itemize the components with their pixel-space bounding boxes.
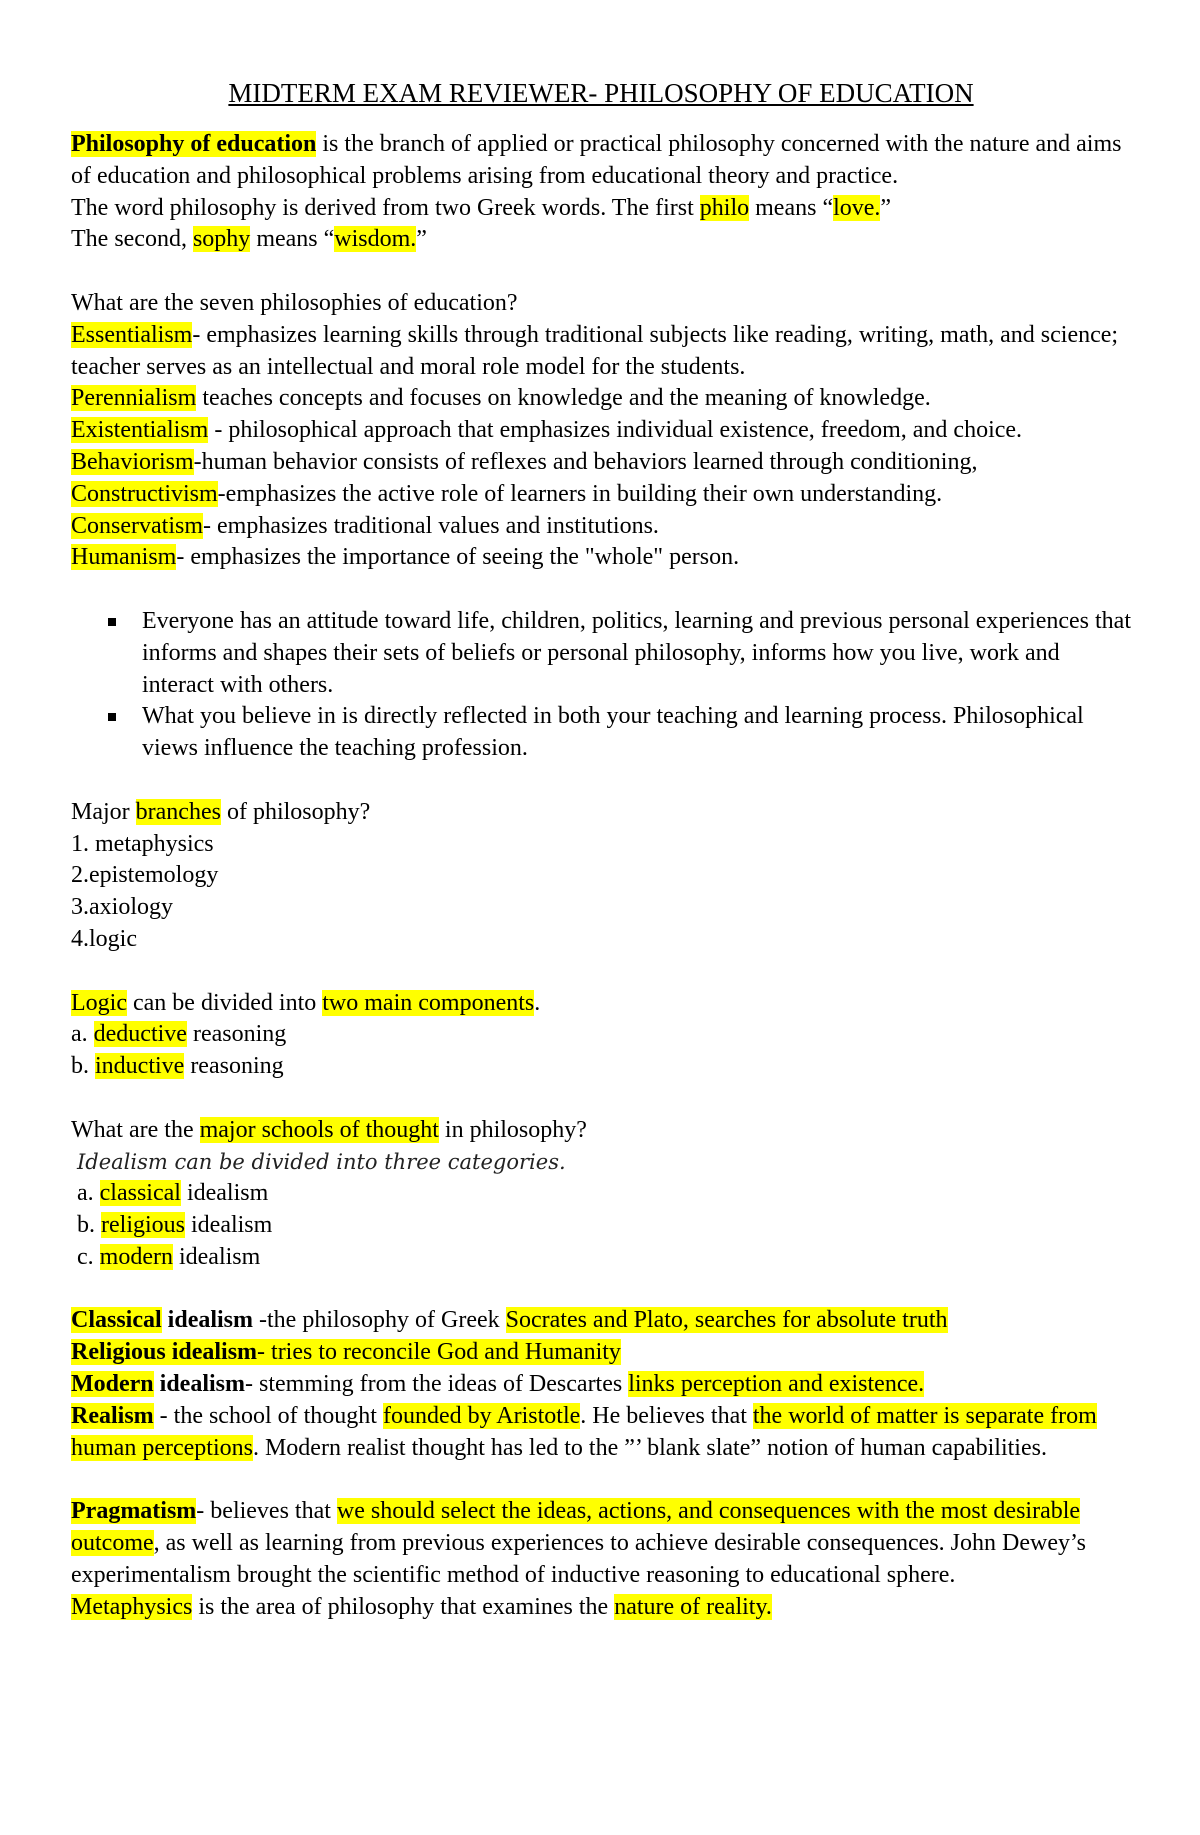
idealism-item: a. classical idealism: [77, 1180, 269, 1207]
idealism-item: b. religious idealism: [77, 1212, 273, 1239]
etymology-line-2: The second, sophy means “wisdom.”: [71, 226, 427, 253]
branch-item: 2.epistemology: [71, 862, 219, 889]
realism-def: Realism - the school of thought founded by Aristotle. He believes that the world of matter is separate from human perceptions. Modern realist thought has led to the ”’ blank slate” notion of human capabilities.: [71, 1402, 1097, 1461]
branch-item: 3.axiology: [71, 894, 173, 921]
spacer: [71, 1083, 1131, 1115]
philosophy-item: Conservatism- emphasizes traditional values and institutions.: [71, 512, 659, 539]
schools-question: What are the major schools of thought in philosophy?: [71, 1116, 587, 1143]
intro-paragraph: Philosophy of education is the branch of applied or practical philosophy concerned with the nature and aims of education and philosophical problems arising from educational theory and practice.: [71, 131, 1122, 189]
philosophy-item: Constructivism-emphasizes the active role of learners in building their own understanding.: [71, 480, 943, 507]
highlight-sophy: sophy: [192, 226, 251, 253]
branch-item: 1. metaphysics: [71, 830, 214, 857]
philosophy-item: Perennialism teaches concepts and focuses on knowledge and the meaning of knowledge.: [71, 385, 931, 412]
philosophy-item: Behaviorism-human behavior consists of reflexes and behaviors learned through conditioning,: [71, 448, 978, 475]
logic-item: a. deductive reasoning: [71, 1021, 287, 1048]
branches-question: Major branches of philosophy?: [71, 798, 371, 825]
document-body: [71, 76, 1131, 1623]
spacer: [71, 956, 1131, 988]
logic-item: b. inductive reasoning: [71, 1053, 284, 1080]
philosophy-item: Existentialism - philosophical approach that emphasizes individual existence, freedom, and choice.: [71, 417, 1023, 444]
page-title: MIDTERM EXAM REVIEWER- PHILOSOPHY OF EDUCATION: [228, 78, 974, 108]
spacer: [71, 1274, 1131, 1306]
spacer: [71, 256, 1131, 288]
spacer: [71, 1464, 1131, 1496]
branch-item: 4.logic: [71, 925, 137, 952]
highlight-philo: philo: [699, 194, 750, 221]
religious-idealism-def: Religious idealism- tries to reconcile God and Humanity: [71, 1339, 621, 1366]
philosophy-item: Essentialism- emphasizes learning skills through traditional subjects like reading, writing, math, and science; teacher serves as an intellectual and moral role model for the students.: [71, 321, 1119, 380]
seven-philosophies-question: What are the seven philosophies of education?: [71, 289, 518, 316]
square-bullet-icon: [108, 618, 116, 626]
highlight-term: Philosophy of education: [71, 131, 317, 157]
classical-idealism-def: Classical idealism -the philosophy of Greek Socrates and Plato, searches for absolute truth: [71, 1307, 948, 1334]
bullet-list: [71, 606, 1131, 765]
bullet-item: Everyone has an attitude toward life, children, politics, learning and previous personal experiences that informs and shapes their sets of beliefs or personal philosophy, informs how you live, work and interact with others.: [71, 606, 1131, 701]
idealism-item: c. modern idealism: [77, 1243, 261, 1270]
highlight-love: love.: [833, 194, 881, 221]
philosophy-item: Humanism- emphasizes the importance of seeing the "whole" person.: [71, 544, 740, 571]
bullet-item: What you believe in is directly reflected in both your teaching and learning process. Philosophical views influence the teaching profession.: [71, 701, 1131, 765]
spacer: [71, 574, 1131, 606]
idealism-intro: Idealism can be divided into three categories.: [77, 1149, 566, 1174]
highlight-wisdom: wisdom.: [334, 226, 417, 253]
pragmatism-def: Pragmatism- believes that we should select the ideas, actions, and consequences with the most desirable outcome, as well as learning from previous experiences to achieve desirable consequences. John Dewey’s experimentalism brought the scientific method of inductive reasoning to educational sphere.: [71, 1498, 1086, 1588]
etymology-line-1: The word philosophy is derived from two Greek words. The first philo means “love.”: [71, 194, 892, 221]
spacer: [71, 765, 1131, 797]
square-bullet-icon: [108, 713, 116, 721]
metaphysics-def: Metaphysics is the area of philosophy that examines the nature of reality.: [71, 1593, 772, 1620]
logic-heading: Logic can be divided into two main components.: [71, 989, 541, 1016]
modern-idealism-def: Modern idealism- stemming from the ideas of Descartes links perception and existence.: [71, 1371, 925, 1398]
